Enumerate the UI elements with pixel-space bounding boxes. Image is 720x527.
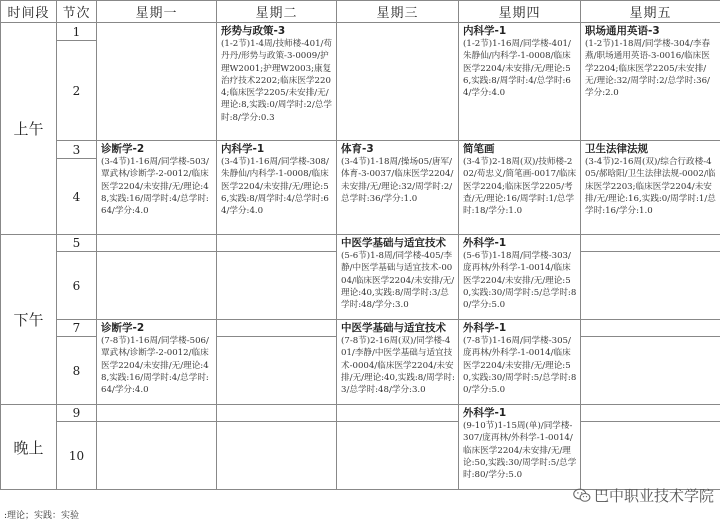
course-name: 诊断学-2 (101, 143, 145, 155)
cell-tue-5 (217, 235, 337, 252)
course-name: 外科学-1 (463, 322, 507, 334)
course-detail: (1-2节)1-18周/同学楼-304/李春燕/职场通用英语-3-0016/临床医学2204;临床医学2205/未安排/无/理论:32/周学时:2/总学时:36/学分:2.0 (585, 39, 711, 99)
course-detail: (3-4节)2-18周(双)/技师楼-202/苟忠义/简笔画-0017/临床医学2204;临床医学2205/考查/无/理论:16/周学时:1/总学时:18/学分:1.0 (463, 157, 577, 217)
period-evening: 晚上 (1, 405, 57, 490)
header-row (1, 1, 720, 23)
header-thursday: 星期四 (459, 1, 581, 23)
section-number: 10 (57, 422, 97, 490)
course-name: 外科学-1 (463, 237, 507, 249)
course-name: 卫生法律法规 (585, 143, 648, 155)
course-name: 中医学基础与适宜技术 (341, 237, 446, 249)
course-detail: (7-8节)1-16周/同学楼-305/庞再林/外科学-1-0014/临床医学2204/未安排/无/理论:50,实践:30/周学时:5/总学时:80/学分:5.0 (463, 336, 577, 396)
header-wednesday: 星期三 (337, 1, 459, 23)
cell-tue-10 (217, 422, 337, 490)
wechat-icon (573, 488, 591, 503)
cell-mon-9 (97, 405, 217, 422)
course-name: 内科学-1 (221, 143, 265, 155)
course-cell[interactable] (459, 141, 581, 235)
course-detail: (1-2节)1-4周/技师楼-401/苟丹丹/形势与政策-3-0009/护理W2001;护理W2003;康复治疗技术2202;临床医学2204;临床医学2205/未安排/无/理论:8,实践:0/周学时:2/总学时:8/学分:0.3 (221, 39, 333, 123)
cell-tue-9 (217, 405, 337, 422)
course-detail: (3-4节)1-18周/操场05/唐军/体育-3-0037/临床医学2204/未安排/无/理论:32/周学时:2/总学时:36/学分:1.0 (341, 157, 454, 204)
header-friday: 星期五 (581, 1, 720, 23)
course-cell[interactable] (459, 405, 581, 490)
header-section: 节次 (57, 1, 97, 23)
course-name: 职场通用英语-3 (585, 25, 660, 37)
cell-fri-9 (581, 405, 720, 422)
cell-mon-5 (97, 235, 217, 252)
header-period: 时间段 (1, 1, 57, 23)
header-tuesday: 星期二 (217, 1, 337, 23)
section-number: 1 (57, 23, 97, 41)
header-monday: 星期一 (97, 1, 217, 23)
course-detail: (1-2节)1-16周/同学楼-401/朱静仙/内科学-1-0008/临床医学2204/未安排/无/理论:56,实践:8/周学时:4/总学时:64/学分:4.0 (463, 39, 571, 99)
course-name: 简笔画 (463, 143, 495, 155)
course-name: 外科学-1 (463, 407, 507, 419)
section-number: 2 (57, 41, 97, 141)
cell-tue-7 (217, 320, 337, 337)
cell-tue-8 (217, 337, 337, 405)
course-cell[interactable] (97, 141, 217, 235)
course-cell[interactable] (217, 141, 337, 235)
course-cell[interactable] (459, 320, 581, 405)
course-cell[interactable] (459, 235, 581, 320)
course-cell[interactable] (581, 23, 720, 141)
course-cell[interactable] (459, 23, 581, 141)
section-number: 5 (57, 235, 97, 252)
cell-mon-1 (97, 23, 217, 141)
cell-fri-5 (581, 235, 720, 252)
course-detail: (3-4节)1-16周/同学楼-308/朱静仙/内科学-1-0008/临床医学2204/未安排/无/理论:56,实践:8/周学时:4/总学时:64/学分:4.0 (221, 157, 329, 217)
section-number: 4 (57, 159, 97, 235)
course-name: 诊断学-2 (101, 322, 145, 334)
cell-fri-10 (581, 422, 720, 490)
course-name: 中医学基础与适宜技术 (341, 322, 446, 334)
course-cell[interactable] (337, 320, 459, 405)
course-detail: (7-8节)1-16周/同学楼-506/覃武林/诊断学-2-0012/临床医学2204/未安排/无/理论:48,实践:16/周学时:4/总学时:64/学分:4.0 (101, 336, 209, 396)
course-cell[interactable] (581, 141, 720, 235)
course-detail: (7-8节)2-16周(双)/同学楼-401/李静/中医学基础与适宜技术-0004/临床医学2204/未安排/无/理论:40,实践:8/周学时:3/总学时:48/学分:3.0 (341, 336, 455, 396)
cell-tue-6 (217, 252, 337, 320)
course-name: 体育-3 (341, 143, 374, 155)
footnote: :理论；实践：实验 (4, 511, 80, 521)
cell-mon-10 (97, 422, 217, 490)
course-detail: (5-6节)1-18周/同学楼-303/庞再林/外科学-1-0014/临床医学2204/未安排/无/理论:50,实践:30/周学时:5/总学时:80/学分:5.0 (463, 251, 577, 311)
course-cell[interactable] (337, 141, 459, 235)
section-number: 8 (57, 337, 97, 405)
cell-fri-8 (581, 337, 720, 405)
cell-wed-1 (337, 23, 459, 141)
cell-wed-9 (337, 405, 459, 422)
course-cell[interactable] (217, 23, 337, 141)
course-name: 形势与政策-3 (221, 25, 286, 37)
section-number: 7 (57, 320, 97, 337)
course-name: 内科学-1 (463, 25, 507, 37)
watermark-text: 巴中职业技术学院 (593, 487, 714, 505)
course-cell[interactable] (337, 235, 459, 320)
course-detail: (3-4节)2-16周(双)/综合行政楼-405/郝晗阳/卫生法律法规-0002/临床医学2203;临床医学2204/未安排/无/理论:16,实践:0/周学时:1/总学时:16/学分:1.0 (585, 157, 716, 217)
course-cell[interactable] (97, 320, 217, 405)
course-detail: (9-10节)1-15周(单)/同学楼-307/庞再林/外科学-1-0014/临床医学2204/未安排/无/理论:50,实践:30/周学时:5/总学时:80/学分:5.0 (463, 421, 577, 481)
period-afternoon: 下午 (1, 235, 57, 405)
cell-wed-10 (337, 422, 459, 490)
course-detail: (5-6节)1-8周/同学楼-405/李静/中医学基础与适宜技术-0004/临床医学2204/未安排/无/理论:40,实践:8/周学时:3/总学时:48/学分:3.0 (341, 251, 455, 311)
section-number: 6 (57, 252, 97, 320)
period-morning: 上午 (1, 23, 57, 235)
cell-fri-7 (581, 320, 720, 337)
cell-mon-6 (97, 252, 217, 320)
cell-fri-6 (581, 252, 720, 320)
section-number: 9 (57, 405, 97, 422)
watermark (573, 485, 714, 506)
section-number: 3 (57, 141, 97, 159)
course-detail: (3-4节)1-16周/同学楼-503/覃武林/诊断学-2-0012/临床医学2204/未安排/无/理论:48,实践:16/周学时:4/总学时:64/学分:4.0 (101, 157, 209, 217)
